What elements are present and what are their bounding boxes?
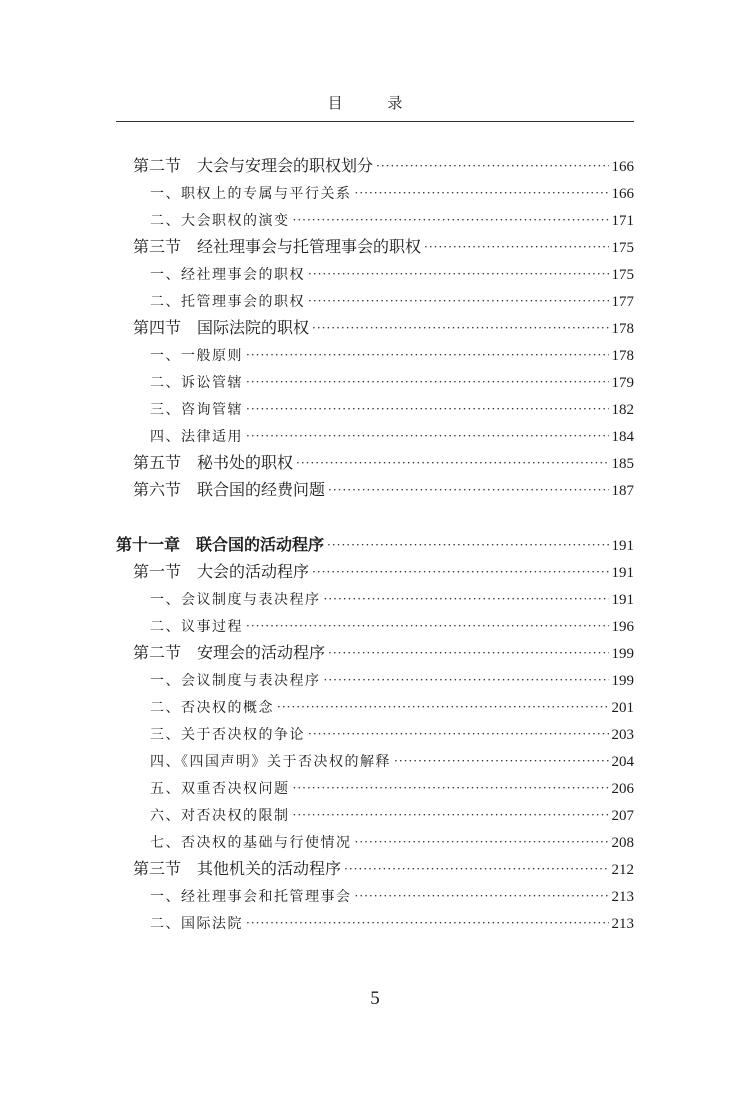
toc-entry-label: 一、一般原则 [150, 348, 243, 364]
page-number: 5 [370, 988, 380, 1009]
toc-entry-page: 208 [611, 835, 634, 851]
toc-entry-page: 199 [611, 646, 634, 662]
toc-section-entry [133, 474, 634, 500]
toc-entry-label: 一、经社理事会的职权 [150, 267, 305, 283]
dot-leader [246, 399, 609, 419]
toc-entry-page: 212 [611, 862, 634, 878]
toc-entry-page: 166 [611, 186, 634, 202]
toc-entry-label: 二、议事过程 [150, 619, 243, 635]
toc-entry-label: 六、对否决权的限制 [150, 808, 290, 824]
toc-entry-page: 178 [611, 321, 634, 337]
dot-leader [293, 805, 609, 825]
toc-subsection-entry [150, 366, 634, 392]
toc-subsection-entry [150, 258, 634, 284]
toc-entry-label: 三、咨询管辖 [150, 402, 243, 418]
toc-entry-page: 213 [611, 916, 634, 932]
dot-leader [324, 670, 609, 690]
toc-subsection-entry [150, 772, 634, 798]
dot-leader [355, 183, 609, 203]
toc-subsection-entry [150, 204, 634, 230]
toc-chapter-entry [116, 529, 634, 555]
toc-entry-label: 第四节 国际法院的职权 [133, 318, 310, 337]
toc-entry-label: 第三节 其他机关的活动程序 [133, 859, 342, 878]
toc-entry-label: 第一节 大会的活动程序 [133, 562, 310, 581]
toc-subsection-entry [150, 583, 634, 609]
toc-subsection-entry [150, 691, 634, 717]
dot-leader [324, 589, 609, 609]
toc-entry-page: 184 [611, 429, 634, 445]
toc-section-entry [133, 853, 634, 879]
toc-section-entry [133, 447, 634, 473]
dot-leader [277, 697, 609, 717]
toc-entry-label: 二、否决权的概念 [150, 700, 274, 716]
dot-leader [355, 832, 609, 852]
toc-entry-page: 204 [611, 754, 634, 770]
toc-entry-label: 二、大会职权的演变 [150, 213, 290, 229]
dot-leader [376, 156, 608, 176]
toc-entry-page: 177 [611, 294, 634, 310]
dot-leader [246, 426, 609, 446]
toc-entry-page: 191 [611, 592, 634, 608]
toc-entry-page: 175 [611, 267, 634, 283]
dot-leader [246, 616, 609, 636]
toc-section-entry [133, 150, 634, 176]
toc-entry-page: 203 [611, 727, 634, 743]
toc-subsection-entry [150, 285, 634, 311]
toc-entry-page: 175 [611, 240, 634, 256]
toc-entry-label: 第六节 联合国的经费问题 [133, 480, 326, 499]
dot-leader [312, 318, 608, 338]
toc-entry-page: 185 [611, 456, 634, 472]
toc-entry-page: 179 [611, 375, 634, 391]
toc-subsection-entry [150, 610, 634, 636]
dot-leader [296, 453, 608, 473]
toc-entry-page: 201 [611, 700, 634, 716]
header-rule [116, 121, 634, 122]
toc-entry-label: 三、关于否决权的争论 [150, 727, 305, 743]
toc-section-entry [133, 312, 634, 338]
dot-leader [308, 291, 609, 311]
toc-subsection-entry [150, 664, 634, 690]
toc-subsection-entry [150, 420, 634, 446]
toc-entry-label: 一、职权上的专属与平行关系 [150, 186, 352, 202]
dot-leader [355, 886, 609, 906]
dot-leader [293, 210, 609, 230]
toc-subsection-entry [150, 745, 634, 771]
toc-entry-label: 第二节 安理会的活动程序 [133, 643, 326, 662]
toc-entry-label: 四、法律适用 [150, 429, 243, 445]
toc-entry-label: 四、《四国声明》关于否决权的解释 [150, 754, 391, 770]
toc-subsection-entry [150, 880, 634, 906]
toc-entry-page: 213 [611, 889, 634, 905]
toc-entry-label: 二、国际法院 [150, 916, 243, 932]
dot-leader [308, 264, 609, 284]
dot-leader [293, 778, 609, 798]
toc-section-entry [133, 231, 634, 257]
dot-leader [327, 535, 608, 555]
toc-entry-label: 七、否决权的基础与行使情况 [150, 835, 352, 851]
toc-entry-label: 五、双重否决权问题 [150, 781, 290, 797]
toc-subsection-entry [150, 826, 634, 852]
toc-section-entry [133, 637, 634, 663]
toc-subsection-entry [150, 907, 634, 933]
toc-entry-page: 196 [611, 619, 634, 635]
dot-leader [328, 643, 608, 663]
toc-entry-label: 一、会议制度与表决程序 [150, 673, 321, 689]
dot-leader [246, 345, 609, 365]
toc-subsection-entry [150, 393, 634, 419]
toc-entry-label: 一、经社理事会和托管理事会 [150, 889, 352, 905]
toc-entry-label: 第二节 大会与安理会的职权划分 [133, 156, 374, 175]
toc-entry-page: 199 [611, 673, 634, 689]
toc-entry-label: 二、诉讼管辖 [150, 375, 243, 391]
toc-section-entry [133, 556, 634, 582]
dot-leader [312, 562, 608, 582]
toc-entry-label: 第五节 秘书处的职权 [133, 453, 294, 472]
toc-entry-label: 第十一章 联合国的活动程序 [116, 535, 325, 554]
toc-subsection-entry [150, 799, 634, 825]
toc-subsection-entry [150, 339, 634, 365]
dot-leader [246, 372, 609, 392]
toc-entry-page: 191 [611, 538, 634, 554]
dot-leader [246, 913, 609, 933]
toc-entry-page: 206 [611, 781, 634, 797]
dot-leader [394, 751, 609, 771]
toc-entry-page: 182 [611, 402, 634, 418]
toc-entry-page: 187 [611, 483, 634, 499]
toc-subsection-entry [150, 177, 634, 203]
toc-entry-page: 178 [611, 348, 634, 364]
dot-leader [344, 859, 608, 879]
dot-leader [308, 724, 609, 744]
toc-entry-label: 一、会议制度与表决程序 [150, 592, 321, 608]
toc-entry-page: 207 [611, 808, 634, 824]
toc-entry-label: 第三节 经社理事会与托管理事会的职权 [133, 237, 422, 256]
toc-entry-page: 191 [611, 565, 634, 581]
page-header-title: 目 录 [327, 94, 423, 112]
dot-leader [424, 237, 608, 257]
dot-leader [328, 480, 608, 500]
toc-entry-page: 166 [611, 159, 634, 175]
toc-subsection-entry [150, 718, 634, 744]
toc-entry-label: 二、托管理事会的职权 [150, 294, 305, 310]
toc-entry-page: 171 [611, 213, 634, 229]
